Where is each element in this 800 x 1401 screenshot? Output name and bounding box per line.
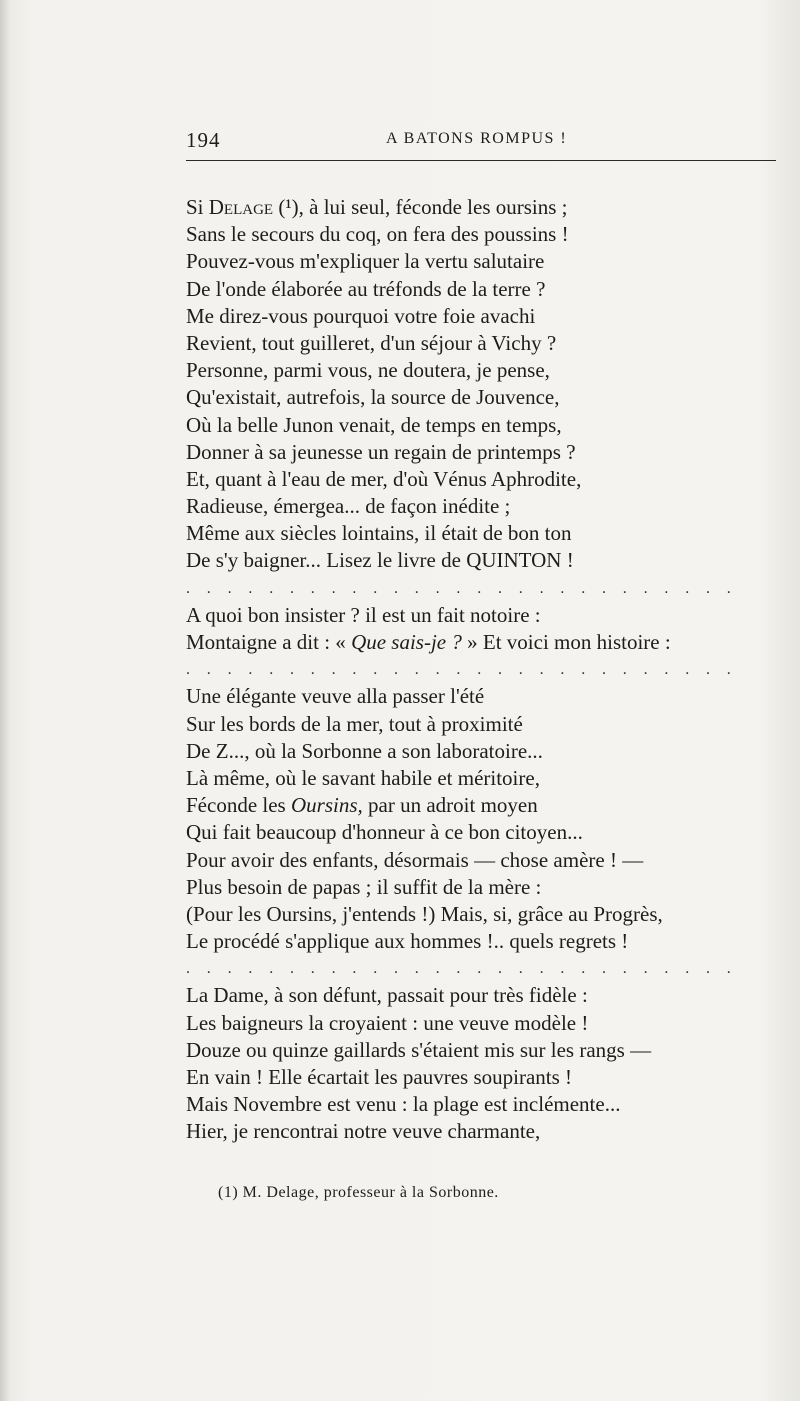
poem-line: Le procédé s'applique aux hommes !.. quels regrets ! xyxy=(186,929,629,954)
line-text: par un adroit moyen xyxy=(362,793,538,818)
poem-line: Mais Novembre est venu : la plage est inclémente... xyxy=(186,1092,621,1117)
dotted-separator: . . . . . . . . . . . . . . . . . . . . . . . . . . . xyxy=(186,960,738,978)
line-text: Si xyxy=(186,195,209,219)
poem-line: La Dame, à son défunt, passait pour très fidèle : xyxy=(186,983,588,1008)
poem-line: Même aux siècles lointains, il était de bon ton xyxy=(186,521,572,546)
poem-line: (Pour les Oursins, j'entends !) Mais, si, grâce au Progrès, xyxy=(186,901,663,926)
line-text: Féconde les xyxy=(186,793,291,818)
poem-line: Où la belle Junon venait, de temps en temps, xyxy=(186,412,562,437)
poem-line: Revient, tout guilleret, d'un séjour à Vichy ? xyxy=(186,330,557,355)
dotted-separator: . . . . . . . . . . . . . . . . . . . . . . . . . . . xyxy=(186,579,738,597)
poem-line: Me direz-vous pourquoi votre foie avachi xyxy=(186,303,536,328)
poem-line: Là même, où le savant habile et méritoire, xyxy=(186,765,540,790)
poem-line xyxy=(186,792,786,819)
poem-line: Pour avoir des enfants, désormais — chose amère ! — xyxy=(186,847,644,872)
quote-que-sais-je: Que sais-je ? xyxy=(351,630,462,654)
poem-line xyxy=(186,629,786,656)
header-rule xyxy=(186,160,776,161)
poem-line: A quoi bon insister ? il est un fait notoire : xyxy=(186,602,541,627)
name-delage: Delage xyxy=(208,195,274,219)
footnote-reference: (¹) xyxy=(273,195,299,219)
poem-line: Une élégante veuve alla passer l'été xyxy=(186,684,485,709)
footnote: (1) M. Delage, professeur à la Sorbonne. xyxy=(218,1184,499,1201)
poem-line: Qui fait beaucoup d'honneur à ce bon citoyen... xyxy=(186,820,583,845)
poem-line: Donner à sa jeunesse un regain de printemps ? xyxy=(186,439,576,464)
page-number: 194 xyxy=(186,128,221,152)
page-binding-edge xyxy=(0,0,10,1401)
poem-line: En vain ! Elle écartait les pauvres soupirants ! xyxy=(186,1065,573,1089)
poem-line: Et, quant à l'eau de mer, d'où Vénus Aphrodite, xyxy=(186,466,582,491)
dotted-separator: . . . . . . . . . . . . . . . . . . . . . . . . . . . xyxy=(186,661,738,679)
word-oursins: Oursins, xyxy=(290,793,363,818)
poem-line: Plus besoin de papas ; il suffit de la mère : xyxy=(186,874,542,899)
poem-line: Qu'existait, autrefois, la source de Jouvence, xyxy=(186,385,560,410)
poem-line: Radieuse, émergea... de façon inédite ; xyxy=(186,494,511,519)
poem-line: Les baigneurs la croyaient : une veuve modèle ! xyxy=(186,1010,589,1035)
poem-body xyxy=(186,194,786,1146)
running-head: A BATONS ROMPUS ! xyxy=(386,130,568,147)
line-text: Montaigne a dit : « xyxy=(186,630,352,654)
page-header xyxy=(186,128,776,158)
poem-line: De s'y baigner... Lisez le livre de QUINTON ! xyxy=(186,548,574,573)
poem-line: De l'onde élaborée au tréfonds de la terre ? xyxy=(186,276,546,301)
poem-line: Sans le secours du coq, on fera des poussins ! xyxy=(186,222,569,247)
poem-line xyxy=(186,194,786,221)
poem-line: De Z..., où la Sorbonne a son laboratoire... xyxy=(186,738,543,763)
line-text: , à lui seul, féconde les oursins ; xyxy=(298,195,568,219)
poem-line: Hier, je rencontrai notre veuve charmante, xyxy=(186,1119,541,1144)
poem-line: Pouvez-vous m'expliquer la vertu salutaire xyxy=(186,249,545,274)
poem-line: Sur les bords de la mer, tout à proximité xyxy=(186,711,523,736)
poem-line: Douze ou quinze gaillards s'étaient mis sur les rangs — xyxy=(186,1037,652,1062)
poem-line: Personne, parmi vous, ne doutera, je pense, xyxy=(186,358,550,383)
line-text: » Et voici mon histoire : xyxy=(461,630,671,654)
